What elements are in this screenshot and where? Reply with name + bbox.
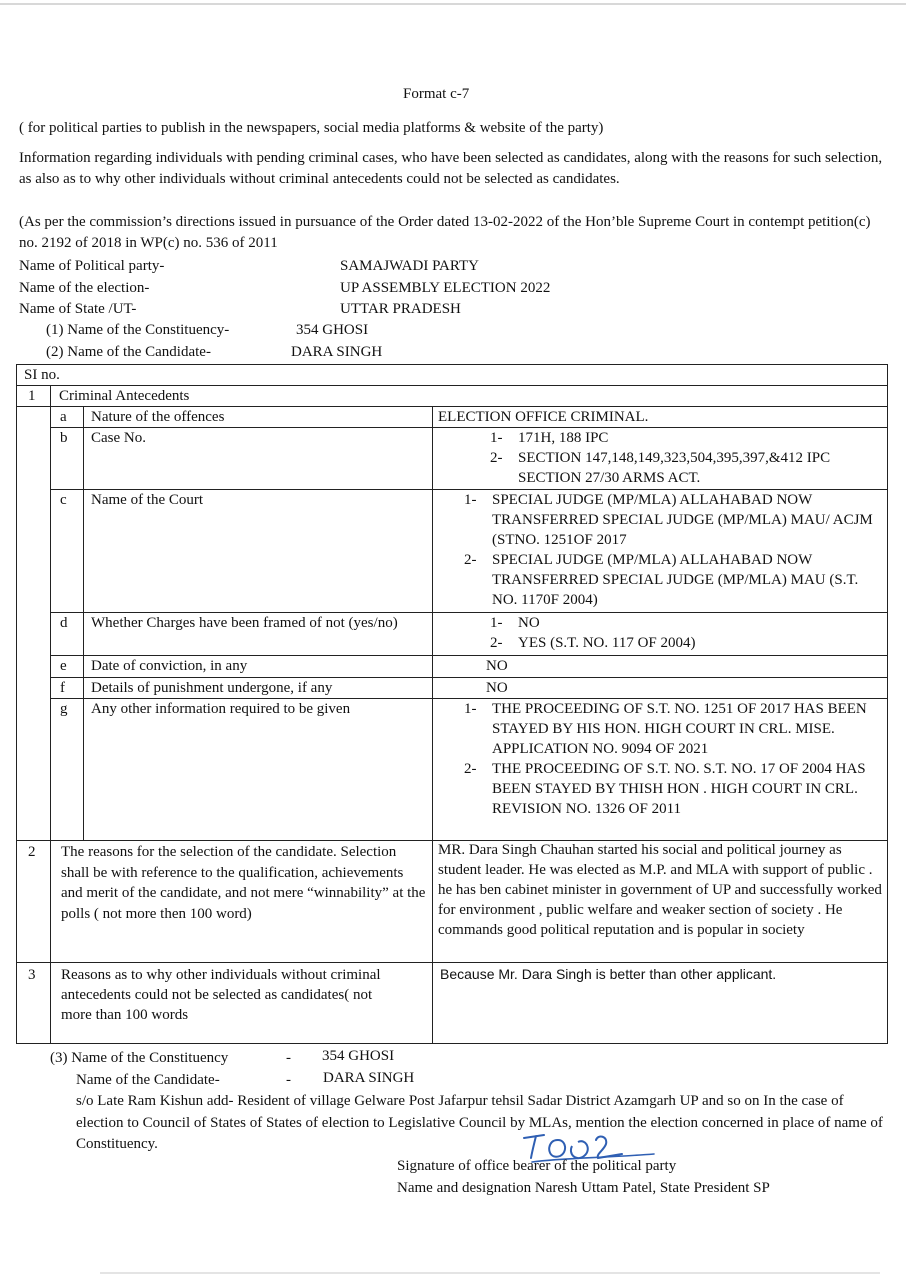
list-item bbox=[464, 490, 884, 550]
case-no-label: Case No. bbox=[91, 430, 146, 446]
item-number: 1- bbox=[464, 701, 477, 717]
list-item bbox=[490, 448, 882, 488]
item-number: 1- bbox=[490, 615, 503, 631]
row-number: 2 bbox=[28, 844, 36, 860]
scan-edge-bottom bbox=[100, 1272, 880, 1274]
footer-dash: - bbox=[286, 1072, 291, 1088]
row-letter: e bbox=[60, 658, 67, 674]
party-value: SAMAJWADI PARTY bbox=[340, 258, 479, 274]
constituency-label: (1) Name of the Constituency- bbox=[46, 322, 230, 338]
publish-instruction: ( for political parties to publish in the newspapers, social media platforms & website of the party) bbox=[19, 120, 604, 136]
state-value: UTTAR PRADESH bbox=[340, 301, 461, 317]
row-letter: b bbox=[60, 430, 68, 446]
list-item bbox=[490, 633, 882, 653]
selection-reasons-value: MR. Dara Singh Chauhan started his social and political journey as student leader. He was elected as M.P. and MLA with support of public . he has ben cabinet minister in government of UP and successfully worked for environment , public welfare and weaker section of society . He commands good political reputation and is popular in society bbox=[438, 842, 882, 938]
criminal-antecedents-title: Criminal Antecedents bbox=[59, 388, 190, 404]
information-paragraph: Information regarding individuals with pending criminal cases, who have been selected as candidates, along with the reasons for such selection, as also as to why other individuals without criminal antecedents could not be selected as candidates. bbox=[19, 150, 883, 187]
list-item bbox=[464, 550, 884, 610]
item-text: THE PROCEEDING OF S.T. NO. 1251 OF 2017 HAS BEEN STAYED BY HIS HON. HIGH COURT IN CRL. MISE. APPLICATION NO. 9094 OF 2021 bbox=[492, 701, 867, 757]
signature-line: Signature of office bearer of the political party bbox=[397, 1158, 677, 1174]
footer-candidate-label: Name of the Candidate- bbox=[76, 1072, 220, 1088]
other-info-list bbox=[464, 699, 886, 819]
item-text: SPECIAL JUDGE (MP/MLA) ALLAHABAD NOW TRANSFERRED SPECIAL JUDGE (MP/MLA) MAU/ ACJM (STNO. 1251OF 2017 bbox=[492, 492, 873, 548]
punishment-label: Details of punishment undergone, if any bbox=[91, 680, 333, 696]
item-text: SPECIAL JUDGE (MP/MLA) ALLAHABAD NOW TRANSFERRED SPECIAL JUDGE (MP/MLA) MAU (S.T. NO. 1170F 2004) bbox=[492, 552, 859, 608]
charges-label: Whether Charges have been framed of not (yes/no) bbox=[91, 615, 398, 631]
conviction-value: NO bbox=[486, 658, 508, 674]
sl-no-header: SI no. bbox=[24, 367, 60, 383]
other-individuals-label: Reasons as to why other individuals without criminal antecedents could not be selected as candidates( not more than 100 words bbox=[61, 967, 381, 1023]
state-label: Name of State /UT- bbox=[19, 301, 137, 317]
table-border-right bbox=[887, 364, 888, 1044]
table-col-divider bbox=[50, 385, 51, 1044]
punishment-value: NO bbox=[486, 680, 508, 696]
row-number: 1 bbox=[28, 388, 36, 404]
item-text: YES (S.T. NO. 117 OF 2004) bbox=[518, 635, 696, 651]
candidate-label: (2) Name of the Candidate- bbox=[46, 344, 211, 360]
list-item bbox=[464, 699, 886, 759]
table-border-left bbox=[16, 364, 17, 1044]
table-col-divider bbox=[432, 406, 433, 1044]
charges-list bbox=[490, 613, 882, 653]
item-number: 2- bbox=[464, 552, 477, 568]
table-rule bbox=[16, 962, 888, 963]
other-info-label: Any other information required to be given bbox=[91, 701, 351, 717]
election-value: UP ASSEMBLY ELECTION 2022 bbox=[340, 280, 551, 296]
offences-label: Nature of the offences bbox=[91, 409, 225, 425]
table-border-top bbox=[16, 364, 888, 365]
offences-value: ELECTION OFFICE CRIMINAL. bbox=[438, 409, 649, 425]
row-letter: d bbox=[60, 615, 68, 631]
party-label: Name of Political party- bbox=[19, 258, 165, 274]
row-letter: g bbox=[60, 701, 68, 717]
case-no-list bbox=[490, 428, 882, 488]
candidate-value: DARA SINGH bbox=[291, 344, 383, 360]
list-item bbox=[490, 428, 882, 448]
format-heading: Format c-7 bbox=[403, 86, 470, 102]
item-number: 2- bbox=[490, 635, 503, 651]
table-border-bottom bbox=[16, 1043, 888, 1044]
conviction-label: Date of conviction, in any bbox=[91, 658, 248, 674]
list-item bbox=[490, 613, 882, 633]
item-text: NO bbox=[518, 615, 540, 631]
footer-constituency-value: 354 GHOSI bbox=[322, 1048, 395, 1064]
criminal-antecedents-table bbox=[16, 364, 888, 1044]
court-list bbox=[464, 490, 884, 610]
constituency-value: 354 GHOSI bbox=[296, 322, 369, 338]
other-individuals-value: Because Mr. Dara Singh is better than other applicant. bbox=[440, 966, 777, 982]
court-label: Name of the Court bbox=[91, 492, 204, 508]
item-text: THE PROCEEDING OF S.T. NO. S.T. NO. 17 OF 2004 HAS BEEN STAYED BY THISH HON . HIGH COURT IN CRL. REVISION NO. 1326 OF 2011 bbox=[492, 761, 866, 817]
row-letter: a bbox=[60, 409, 67, 425]
selection-reasons-label: The reasons for the selection of the candidate. Selection shall be with reference to the qualification, achievements and merit of the candidate, and not mere “winnability” at the polls ( not more then 100 word) bbox=[61, 844, 426, 922]
directions-paragraph: (As per the commission’s directions issued in pursuance of the Order dated 13-02-2022 of the Hon’ble Supreme Court in contempt petition(c) no. 2192 of 2018 in WP(c) no. 536 of 2011 bbox=[19, 214, 871, 251]
item-number: 1- bbox=[490, 430, 503, 446]
name-designation: Name and designation Naresh Uttam Patel, State President SP bbox=[397, 1180, 770, 1196]
election-label: Name of the election- bbox=[19, 280, 150, 296]
row-letter: f bbox=[60, 680, 65, 696]
candidate-address: s/o Late Ram Kishun add- Resident of village Gelware Post Jafarpur tehsil Sadar District Azamgarh UP and so on In the case of election to Council of States of States of election to Legislative Council by MLAs, mention the election concerned in place of name of Constituency. bbox=[76, 1093, 883, 1152]
row-letter: c bbox=[60, 492, 67, 508]
list-item bbox=[464, 759, 886, 819]
footer-constituency-label: (3) Name of the Constituency bbox=[50, 1050, 229, 1066]
footer-dash: - bbox=[286, 1050, 291, 1066]
item-text: SECTION 147,148,149,323,504,395,397,&412 IPC SECTION 27/30 ARMS ACT. bbox=[518, 450, 831, 486]
footer-candidate-value: DARA SINGH bbox=[323, 1070, 415, 1086]
item-text: 171H, 188 IPC bbox=[518, 430, 609, 446]
item-number: 2- bbox=[464, 761, 477, 777]
item-number: 2- bbox=[490, 450, 503, 466]
row-number: 3 bbox=[28, 967, 36, 983]
item-number: 1- bbox=[464, 492, 477, 508]
scan-edge-top bbox=[0, 3, 906, 5]
table-col-divider bbox=[83, 406, 84, 840]
